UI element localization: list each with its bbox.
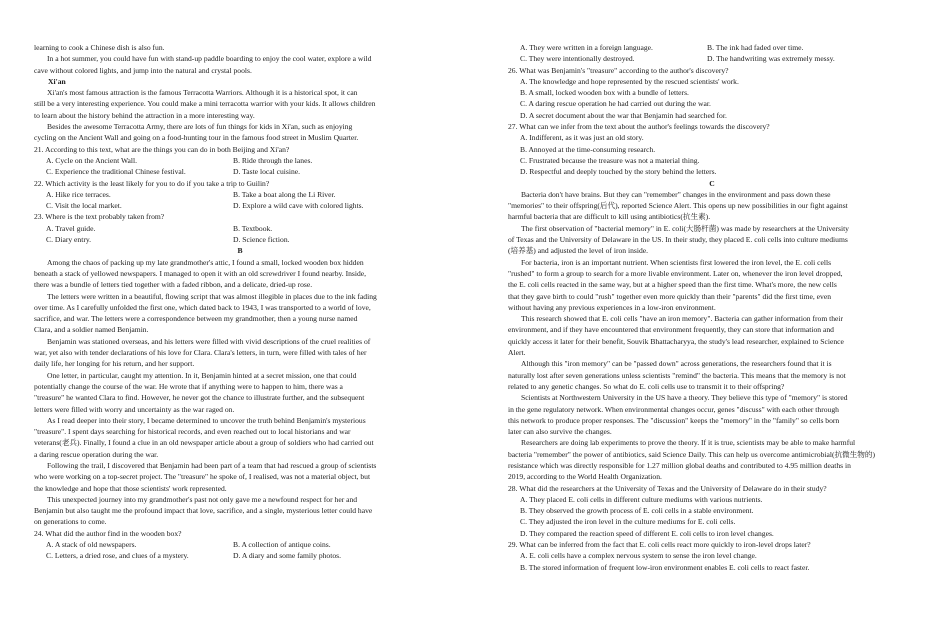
text-line: without having any previous experiences in a low-iron environment. [508,302,716,312]
answer-option: B. Take a boat along the Li River. [233,189,336,199]
passage-label: B [237,246,243,256]
text-line: bacteria "remember" the power of antibiotics, said Science Daily. This can help us overcome antimicrobial(抗微生物的) [508,449,875,459]
text-line: of Texas and the University of Delaware in the US. In their study, they placed E. coli cells into culture mediums [508,235,848,245]
question-text: 26. What was Benjamin's "treasure" according to the author's discovery? [508,65,729,75]
answer-option-row [34,539,446,550]
text-line: beneath a stack of yellowed newspapers. I managed to open it with an old screwdriver I found nearby. Inside, [34,268,367,278]
question-text: 28. What did the researchers at the University of Texas and the University of Delaware do in their study? [508,483,827,493]
left-column [34,42,446,562]
text-line: in the gene regulatory network. When environmental changes occur, genes "discuss" with each other through [508,404,839,414]
answer-option: D. A diary and some family photos. [233,551,341,561]
answer-option: C. They were intentionally destroyed. [520,54,635,64]
question-text: 24. What did the author find in the wooden box? [34,528,182,538]
answer-option: D. Explore a wild cave with colored lights. [233,201,364,211]
answer-option: A. A stack of old newspapers. [46,540,137,550]
text-line: that they gave birth to could "rush" together even more quickly than their "parents" did the first time, even [508,291,832,301]
paragraph-start-line: One letter, in particular, caught my attention. In it, Benjamin hinted at a secret mission, one that could [47,370,357,380]
text-line: daily life, her longing for his return, and her support. [34,359,195,369]
text-line: to learn about the history behind the attraction in a more interesting way. [34,110,255,120]
answer-option-row [34,223,446,234]
answer-option: C. They adjusted the iron level in the culture mediums for E. coli cells. [520,517,736,527]
answer-option-row [508,42,916,53]
text-line: cycling on the Ancient Wall and going on a food-hunting tour in the famous food street in Muslim Quarter. [34,133,359,143]
text-line: the knowledge and hope that those scientists' work represented. [34,483,227,493]
text-line: still be a very interesting experience. You could make a mini terracotta warrior with your kids. It allows children [34,99,376,109]
answer-option: C. Visit the local market. [46,201,122,211]
text-line: quickly access it later for their benefit, Souvik Bhattacharyya, the study's lead researcher, explained to Science [508,336,844,346]
answer-option: B. Annoyed at the time-consuming research. [520,144,656,154]
answer-option: A. The knowledge and hope represented by the rescued scientists' work. [520,76,739,86]
text-line: letters were filled with worry and uncertainty as the war raged on. [34,404,235,414]
text-line: naturally lost after seven generations unless scientists "remind" the bacteria. This means that the memory is not [508,370,846,380]
answer-option-row [34,166,446,177]
answer-option: A. They placed E. coli cells in different culture mediums with various nutrients. [520,494,763,504]
text-line: later can also survive the changes. [508,427,612,437]
answer-option: B. They observed the growth process of E. coli cells in a stable environment. [520,506,754,516]
answer-option: B. Ride through the lanes. [233,155,313,165]
text-line: "treasure". I spent days searching for historical records, and even reached out to local historians and war [34,427,351,437]
answer-option: D. A secret document about the war that Benjamin had searched for. [520,110,727,120]
text-line: "memories" to their offspring(后代), reported Science Alert. This opens up new possibilities in our fight against [508,201,848,211]
answer-option: C. Frustrated because the treasure was not a material thing. [520,155,700,165]
answer-option: A. Indifferent, as it was just an old story. [520,133,644,143]
text-line: "treasure" he wanted Clara to find. However, he never got the chance to illustrate further, and the subsequent [34,393,365,403]
paragraph-start-line: In a hot summer, you could have fun with stand-up paddle boarding to enjoy the cool water, explore a wild [47,54,372,64]
question-text: 23. Where is the text probably taken from? [34,212,165,222]
paragraph-start-line: Bacteria don't have brains. But they can "remember" changes in the environment and pass down these [521,189,831,199]
text-line: 2019, according to the World Health Organization. [508,472,662,482]
text-line: veterans(老兵). Finally, I found a clue in an old newspaper article about a group of soldiers who had carried out [34,438,374,448]
text-line: there was a bundle of letters tied together with a faded ribbon, and a delicate, dried-up rose. [34,280,313,290]
paragraph-start-line: Besides the awesome Terracotta Army, there are lots of fun things for kids in Xi'an, such as enjoying [47,122,353,132]
paragraph-start-line: Following the trail, I discovered that Benjamin had been part of a team that had rescued a group of scientists [47,460,377,470]
answer-option-row [34,550,446,561]
section-heading: Xi'an [48,76,66,86]
answer-option: C. Letters, a dried rose, and clues of a mystery. [46,551,189,561]
text-line: sacrifice, and war. The letters were a correspondence between my grandmother, then a young nurse named [34,314,358,324]
answer-option: A. E. coli cells have a complex nervous system to sense the iron level change. [520,551,757,561]
paragraph-start-line: This unexpected journey into my grandmother's past not only gave me a newfound respect for her and [47,494,358,504]
answer-option: B. A collection of antique coins. [233,540,331,550]
text-line: (培养基) and adjusted the level of iron inside. [508,246,649,256]
answer-option-row [508,53,916,64]
answer-option: A. They were written in a foreign language. [520,43,653,52]
text-line: this network to produce proper responses. The "discussion" keeps the "memory" in the "family" so cells born [508,415,840,425]
text-line: "rushed" to form a group to search for a more livable environment. Later on, whenever the iron level dropped, [508,268,843,278]
paragraph-start-line: Benjamin was stationed overseas, and his letters were filled with vivid descriptions of the cruel realities of [47,336,371,346]
answer-option: D. Respectful and deeply touched by the story behind the letters. [520,167,717,177]
text-line: the E. coli cells reacted in the same way, but at a higher speed than the first time. What's more, the new cells [508,280,837,290]
text-line: cave without colored lights, and jump into the natural and crystal pools. [34,65,252,75]
question-text: 27. What can we infer from the text about the author's feelings towards the discovery? [508,122,770,132]
answer-option: D. Taste local cuisine. [233,167,301,177]
paragraph-start-line: The letters were written in a beautiful, flowing script that was almost illegible in places due to the ink fading [47,291,377,301]
answer-option-row [34,189,446,200]
answer-option: B. A small, locked wooden box with a bundle of letters. [520,88,689,98]
paragraph-start-line: As I read deeper into their story, I became determined to uncover the truth behind Benjamin's mysterious [47,415,366,425]
text-line: potentially change the course of the war. He wrote that if anything were to happen to him, there was a [34,381,343,391]
answer-option: B. The stored information of frequent low-iron environment enables E. coli cells to react faster. [520,562,810,572]
answer-option: A. Hike rice terraces. [46,189,111,199]
paragraph-start-line: Among the chaos of packing up my late grandmother's attic, I found a small, locked wooden box hidden [47,257,364,267]
paragraph-start-line: Researchers are doing lab experiments to prove the theory. If it is true, scientists may be able to make harmful [521,438,856,448]
answer-option: B. Textbook. [233,223,273,233]
paragraph-start-line: Although this "iron memory" can be "passed down" across generations, the researchers found that it is [521,359,832,369]
text-line: Benjamin but also taught me the profound impact that love, sacrifice, and a single, mysterious letter could have [34,506,373,516]
paragraph-start-line: The first observation of "bacterial memory" in E. coli(大肠杆菌) was made by researchers at the University [521,223,849,233]
answer-option: C. Experience the traditional Chinese festival. [46,167,186,177]
text-line: Clara, and a soldier named Benjamin. [34,325,149,335]
answer-option: A. Cycle on the Ancient Wall. [46,155,137,165]
answer-option: C. A daring rescue operation he had carried out during the war. [520,99,711,109]
answer-option-row [34,155,446,166]
text-line: Alert. [508,348,526,358]
text-line: a daring rescue operation during the war. [34,449,159,459]
text-line: learning to cook a Chinese dish is also fun. [34,43,165,52]
paragraph-start-line: For bacteria, iron is an important nutrient. When scientists first lowered the iron level, the E. coli cells [521,257,832,267]
answer-option: B. The ink had faded over time. [707,43,804,52]
answer-option: A. Travel guide. [46,223,96,233]
text-line: on generations to come. [34,517,107,527]
text-line: related to any genetic changes. So what do E. coli cells use to transmit it to their offspring? [508,381,785,391]
text-line: who were working on a top-secret project. The "treasure" he spoke of, I realised, was not a material object, but [34,472,371,482]
paragraph-start-line: This research showed that E. coli cells "have an iron memory". Bacteria can gather information from their [521,314,844,324]
answer-option-row [34,200,446,211]
answer-option-row [34,234,446,245]
passage-label: C [709,178,715,188]
text-line: resistance which was directly responsible for 1.27 million global deaths and contributed to 4.95 million deaths in [508,460,851,470]
question-text: 29. What can be inferred from the fact that E. coli cells react more quickly to iron-level drops later? [508,540,811,550]
paragraph-start-line: Xi'an's most famous attraction is the famous Terracotta Warriors. Although it is a historical spot, it can [47,88,358,98]
question-text: 22. Which activity is the least likely for you to do if you take a trip to Guilin? [34,178,270,188]
text-line: over time. As I carefully unfolded the first one, which dated back to 1943, I was transported to a world of love, [34,302,371,312]
paragraph-start-line: Scientists at Northwestern University in the US have a theory. They believe this type of "memory" is stored [521,393,848,403]
text-line: harmful bacteria that are difficult to kill using antibiotics(抗生素). [508,212,711,222]
answer-option: C. Diary entry. [46,235,92,245]
right-column [508,42,916,573]
text-line: war, yet also with tender declarations of his love for Clara. Clara's letters, in turn, were filled with tales of her [34,348,367,358]
text-line: environment, and if they have encountered that environment frequently, they can store that information and [508,325,834,335]
question-text: 21. According to this text, what are the things you can do in both Beijing and Xi'an? [34,144,290,154]
answer-option: D. The handwriting was extremely messy. [707,54,835,64]
answer-option: D. Science fiction. [233,235,290,245]
answer-option: D. They compared the reaction speed of different E. coli cells to iron level changes. [520,528,774,538]
